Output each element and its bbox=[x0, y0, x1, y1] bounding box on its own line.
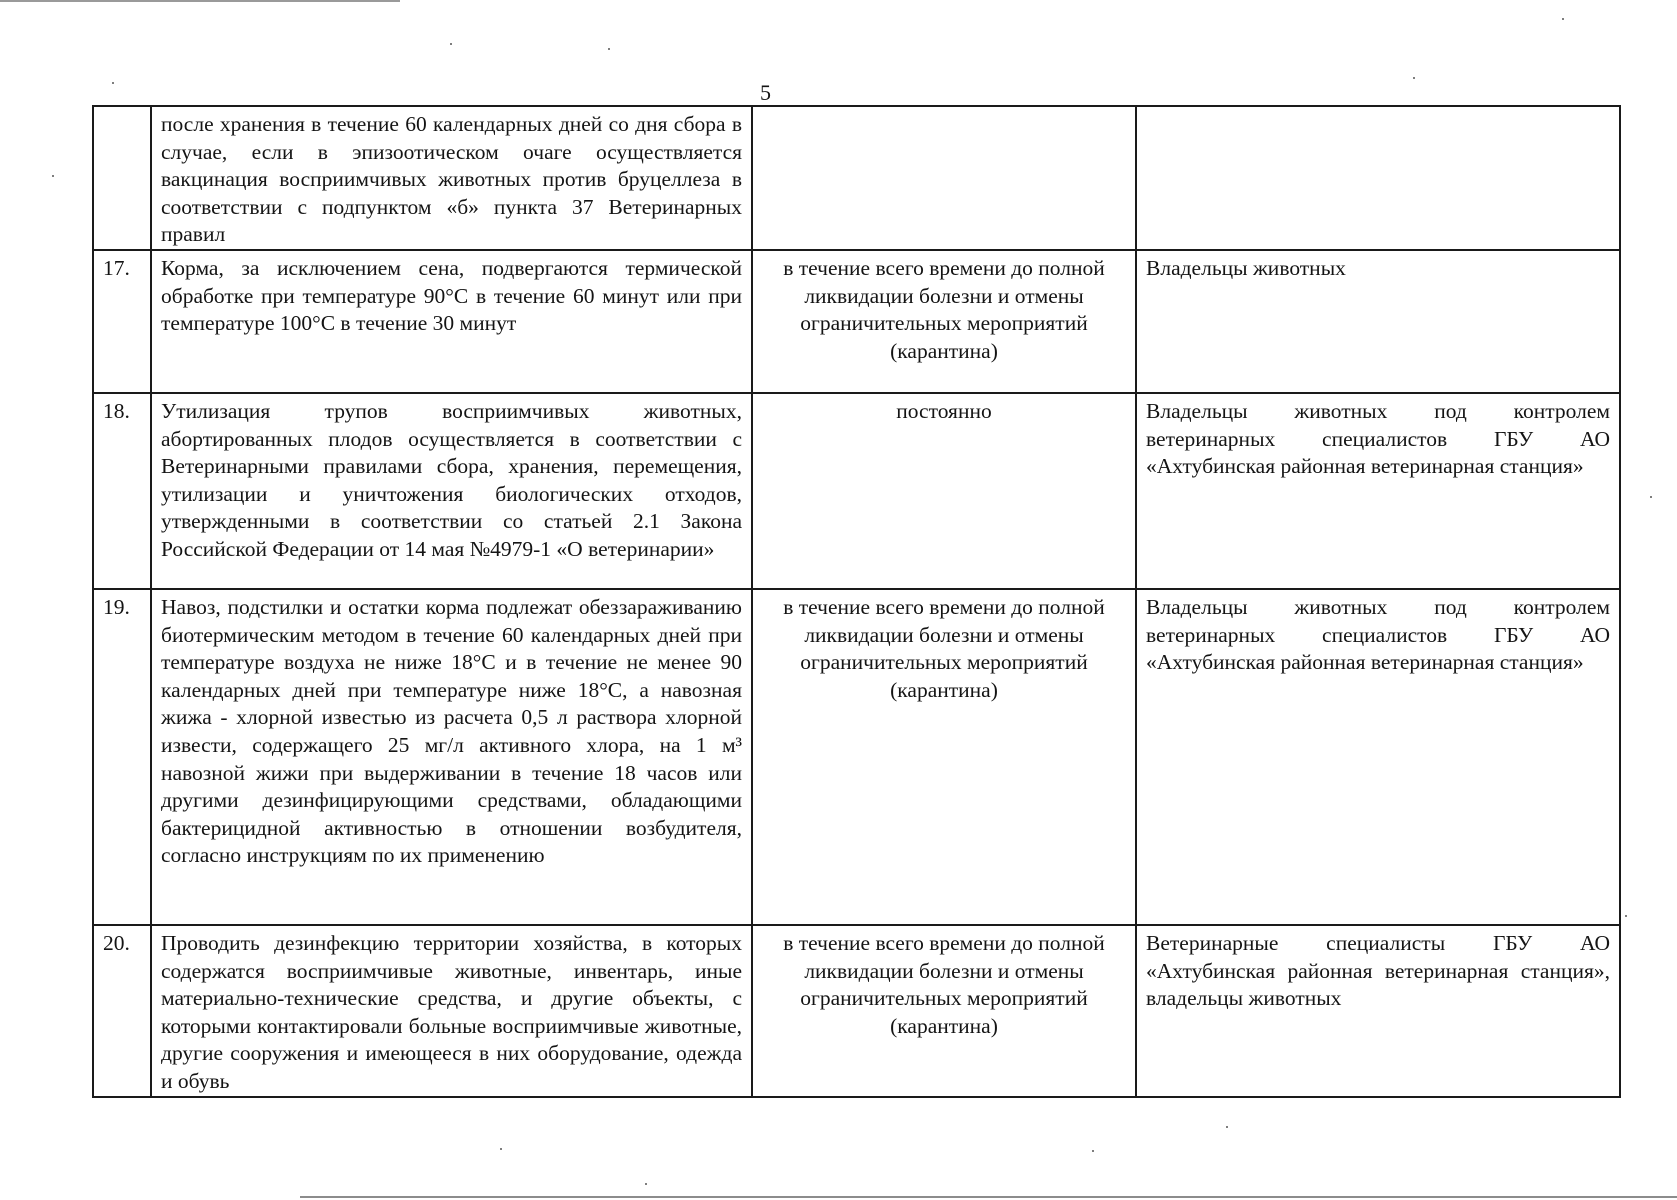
table-row bbox=[93, 250, 1620, 393]
row-number: 17. bbox=[93, 250, 151, 393]
scan-speck bbox=[112, 82, 114, 84]
row-number: 18. bbox=[93, 393, 151, 589]
scan-speck bbox=[1650, 496, 1652, 498]
row-number bbox=[93, 106, 151, 250]
measure-responsible: Ветеринарные специалисты ГБУ АО «Ахтубинская районная ветеринарная станция», владельцы животных bbox=[1136, 925, 1620, 1097]
measure-term bbox=[752, 106, 1136, 250]
table-row bbox=[93, 589, 1620, 925]
scan-speck bbox=[52, 175, 54, 177]
table-row bbox=[93, 925, 1620, 1097]
scan-speck bbox=[1226, 1126, 1228, 1128]
scan-speck bbox=[1562, 18, 1564, 20]
measure-term: в течение всего времени до полной ликвидации болезни и отмены ограничительных мероприятий (карантина) bbox=[752, 589, 1136, 925]
measure-responsible: Владельцы животных под контролем ветеринарных специалистов ГБУ АО «Ахтубинская районная ветеринарная станция» bbox=[1136, 393, 1620, 589]
table-row bbox=[93, 106, 1620, 250]
measure-responsible: Владельцы животных bbox=[1136, 250, 1620, 393]
measures-table bbox=[92, 105, 1621, 1098]
measure-term: в течение всего времени до полной ликвидации болезни и отмены ограничительных мероприятий (карантина) bbox=[752, 925, 1136, 1097]
scan-speck bbox=[1413, 77, 1415, 79]
measure-text: Навоз, подстилки и остатки корма подлежат обеззараживанию биотермическим методом в течение 60 календарных дней при температуре воздуха не ниже 18°С и в течение не менее 90 календарных дней при температуре ниже 18°С, а навозная жижа - хлорной известью из расчета 0,5 л раствора хлорной извести, содержащего 25 мг/л активного хлора, на 1 м³ навозной жижи при выдерживании в течение 18 часов или другими дезинфицирующими средствами, обладающими бактерицидной активностью в отношении возбудителя, согласно инструкциям по их применению bbox=[151, 589, 752, 925]
measure-term: в течение всего времени до полной ликвидации болезни и отмены ограничительных мероприятий (карантина) bbox=[752, 250, 1136, 393]
measure-text: после хранения в течение 60 календарных дней со дня сбора в случае, если в эпизоотическом очаге осуществляется вакцинация восприимчивых животных против бруцеллеза в соответствии с подпунктом «б» пункта 37 Ветеринарных правил bbox=[151, 106, 752, 250]
measure-text: Проводить дезинфекцию территории хозяйства, в которых содержатся восприимчивые животные, инвентарь, иные материально-технические средства, и другие объекты, с которыми контактировали больные восприимчивые животные, другие сооружения и имеющееся в них оборудование, одежда и обувь bbox=[151, 925, 752, 1097]
measure-responsible bbox=[1136, 106, 1620, 250]
scan-speck bbox=[608, 48, 610, 50]
scan-speck bbox=[1625, 915, 1627, 917]
row-number: 19. bbox=[93, 589, 151, 925]
measure-term: постоянно bbox=[752, 393, 1136, 589]
scan-speck bbox=[645, 1183, 647, 1185]
scan-edge-bottom bbox=[300, 1196, 1677, 1198]
measure-text: Корма, за исключением сена, подвергаются термической обработке при температуре 90°С в течение 60 минут или при температуре 100°С в течение 30 минут bbox=[151, 250, 752, 393]
page-number: 5 bbox=[760, 80, 771, 105]
scan-speck bbox=[450, 43, 452, 45]
measure-responsible: Владельцы животных под контролем ветеринарных специалистов ГБУ АО «Ахтубинская районная ветеринарная станция» bbox=[1136, 589, 1620, 925]
table-row bbox=[93, 393, 1620, 589]
measure-text: Утилизация трупов восприимчивых животных, абортированных плодов осуществляется в соответствии с Ветеринарными правилами сбора, хранения, перемещения, утилизации и уничтожения биологических отходов, утвержденными в соответствии со статьей 2.1 Закона Российской Федерации от 14 мая №4979-1 «О ветеринарии» bbox=[151, 393, 752, 589]
scan-speck bbox=[500, 1148, 502, 1150]
scan-speck bbox=[1092, 1150, 1094, 1152]
row-number: 20. bbox=[93, 925, 151, 1097]
scan-edge-top bbox=[0, 0, 400, 2]
